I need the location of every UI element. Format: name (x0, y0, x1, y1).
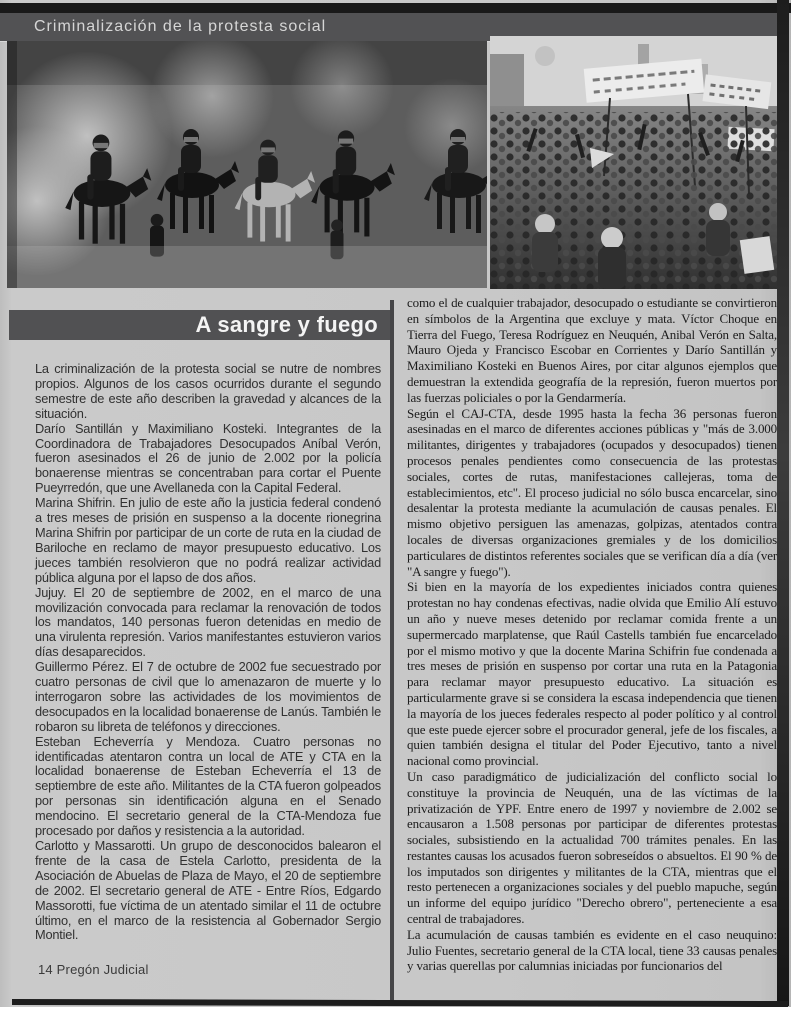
top-black-strip (0, 3, 791, 13)
page-edge-shadow (777, 0, 789, 1006)
mounted-police-illustration (7, 41, 487, 288)
article-paragraph: La acumulación de causas también es evidente en el caso neuquino: Julio Fuentes, secretario general de la CTA local, tiene 33 causas penales y varias querellas por calumnias iniciadas por funcionarios del (407, 926, 777, 974)
sidebar-paragraph: Marina Shifrin. En julio de este año la justicia federal condenó a tres meses de prisión en suspenso a la docente rionegrina Marina Shifrin por participar de un corte de ruta en la ciudad de Bariloche en reclamo de mayor presupuesto educativo. Los jueces también resolvieron que no podrá realizar actividad pública alguna por el lapso de dos años. (35, 495, 381, 585)
sidebar-headline-bar (9, 310, 390, 340)
sidebar-paragraph: Guillermo Pérez. El 7 de octubre de 2002 fue secuestrado por cuatro personas de civil que lo amenazaron de muerte y lo interrogaron sobre las actividades de los movimientos de desocupados en la localidad bonaerense de Lanús. También le robaron su libreta de teléfonos y direcciones. (35, 659, 381, 734)
sidebar-text (35, 362, 381, 943)
sidebar-paragraph: Carlotto y Massarotti. Un grupo de desconocidos balearon el frente de la casa de Estela Carlotto, presidenta de la Asociación de Abuelas de Plaza de Mayo, el 20 de septiembre de 2002. El secretario general de ATE - Entre Ríos, Edgardo Massorotti, fue víctima de un atentado similar el 11 de octubre último, en el marco de la resistencia al Gobernador Sergio Montiel. (35, 838, 381, 943)
sidebar-headline: A sangre y fuego (195, 312, 378, 337)
article-paragraph: Si bien en la mayoría de los expedientes iniciados contra quienes protestan no hay condenas efectivas, nadie olvida que Emilio Alí estuvo un año y nueve meses detenido por reclamar comida frente a un supermercado marplatense, que Raúl Castells también fue encarcelado por el mismo motivo y que la docente Marina Schifrin fue condenada a tres meses de prisión en suspenso por cortar una ruta en la Patagonia para reclamar mayor presupuesto educativo. La situación es particularmente grave si se considera la escasa independencia que tienen la mayoría de los jueces federales respecto al poder político y al control que este puede ejercer sobre el procurador general, jefe de los fiscales, a quien también designa el titular del Poder Ejecutivo, tanto a nivel nacional como provincial. (407, 579, 777, 769)
kicker-title: Criminalización de la protesta social (34, 18, 327, 35)
article-text (407, 295, 777, 974)
sidebar-paragraph: Jujuy. El 20 de septiembre de 2002, en el marco de una movilización convocada para reclamar la renovación de todos los mandatos, 140 personas fueron detenidas en medio de una virulenta represión. Varios manifestantes estuvieron varios días desaparecidos. (35, 584, 381, 660)
sidebar-paragraph: La criminalización de la protesta social se nutre de nombres propios. Algunos de los casos ocurridos durante el segundo semestre de este año describen la gravedad y alcances de la situación. (35, 361, 381, 421)
hand-sign (740, 236, 774, 274)
article-paragraph: Un caso paradigmático de judicialización del conflicto social lo constituye la provincia de Neuquén, una de las víctimas de la privatización de YPF. Entre enero de 1997 y noviembre de 2.002 se encausaron a 1.508 personas por participar de diferentes protestas sociales, subsistiendo en la actualidad 700 trámites penales. En las restantes causas los acusados fueron sobreseídos o absueltos. El 90 % de los imputados son dirigentes y militantes de la CTA, mientras que el resto pertenecen a organizaciones sociales y del pueblo mapuche, según un informe del equipo jurídico "Derecho obrero", perteneciente a esa central de trabajadores. (407, 768, 777, 927)
article-paragraph: Según el CAJ-CTA, desde 1995 hasta la fecha 36 personas fueron asesinadas en el marco de diferentes acciones públicas y "más de 3.000 militantes, dirigentes y trabajadores (ocupados y desocupados) tienen procesos penales pendientes como consecuencia de las protestas sociales, cortes de rutas, manifestaciones callejeras, toma de establecimientos, etc". El proceso judicial no sólo busca encarcelar, sino desalentar la protesta mediante la acumulación de causas penales. El mismo objetivo persiguen las amenazas, golpizas, atentados contra locales de diversas organizaciones gremiales y de los domicilios particulares de distintos referentes sociales que se verifican día a día (ver "A sangre y fuego"). (407, 405, 777, 579)
column-divider (390, 300, 394, 1004)
sidebar-paragraph: Darío Santillán y Maximiliano Kosteki. Integrantes de la Coordinadora de Trabajadores Desocupados Aníbal Verón, fueron asesinados el 26 de junio de 2.002 por la policía bonaerense mientras se concentraban para cortar el Puente Pueyrredón, que une Avellaneda con la Capital Federal. (35, 420, 381, 496)
sidebar-paragraph: Esteban Echeverría y Mendoza. Cuatro personas no identificadas atentaron contra un local de ATE y CTA en la localidad bonaerense de Esteban Echeverría el 13 de septiembre de este año. Militantes de la CTA fueron golpeados por personas sin identificación alguna en el Senado mendocino. El secretario general de la CTA-Mendoza fue procesado por daños y resistencia a la autoridad. (35, 733, 381, 839)
protest-crowd-photo (490, 36, 777, 289)
page-number-label: 14 Pregón Judicial (38, 962, 149, 977)
article-paragraph: como el de cualquier trabajador, desocupado o estudiante se convirtieron en símbolos de la Argentina que excluye y mata. Víctor Choque en Tierra del Fuego, Teresa Rodríguez en Neuquén, Anibal Verón en Salta, Mauro Ojeda y Francisco Escobar en Corrientes y Darío Santillán y Maximiliano Kosteki en Buenos Aires, por citar algunos ejemplos que demuestran la extendida geografía de la represión, fueron muertos por las fuerzas policiales o por la Gendarmería. (407, 295, 777, 405)
mounted-police-photo (7, 41, 487, 288)
balloon (535, 46, 555, 66)
protest-crowd-illustration (490, 36, 777, 289)
page-footer (38, 962, 149, 977)
